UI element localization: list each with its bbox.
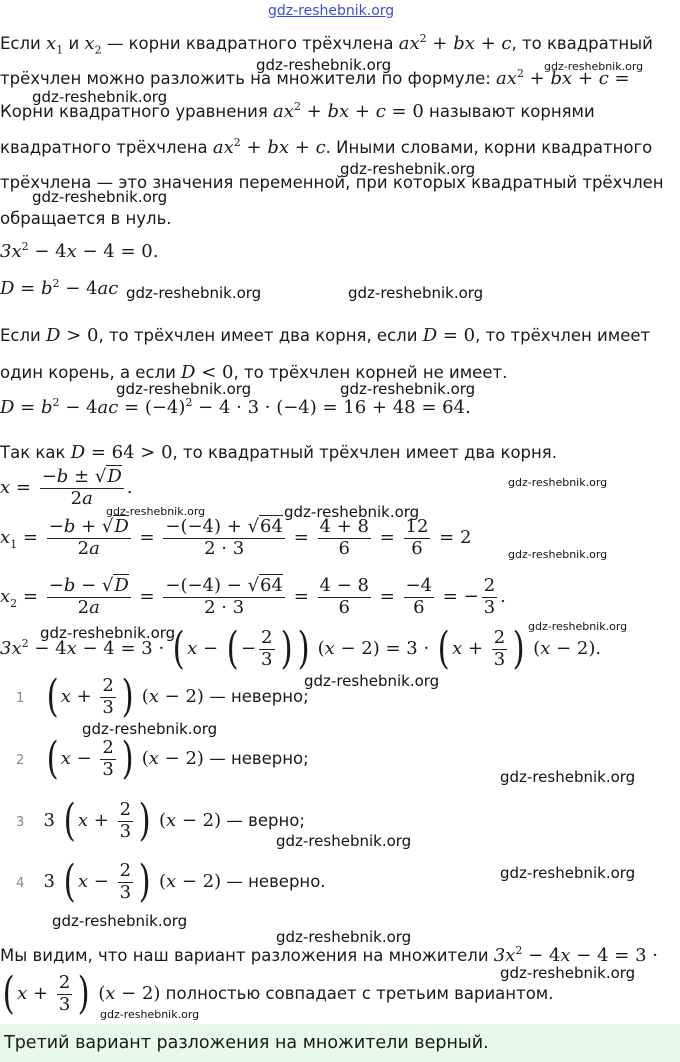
text-fragment: . Иными словами, корни квадратного <box>325 138 653 157</box>
root-x1-computation: $x_1$ = $\frac{-b + √D}{2a}$ = $\frac{-(-4) + √64}{2 \cdot 3}$ = $\frac{4 + 8}{6}$ = $\frac{12}{6}$ = 2 <box>0 516 472 559</box>
watermark: gdz-reshebnik.org <box>32 88 168 106</box>
option-expression: 3 ( x − $\frac{2}{3}$ ) (x − 2) <box>43 856 222 908</box>
watermark: gdz-reshebnik.org <box>82 720 218 738</box>
paragraph-roots-line4: обращается в нуль. <box>0 209 172 228</box>
option-number: 2 <box>16 753 25 769</box>
paragraph-discriminant-cases <box>0 325 650 346</box>
root-x2-computation: $x_2$ = $\frac{-b - √D}{2a}$ = $\frac{-(-4) - √64}{2 \cdot 3}$ = $\frac{4 - 8}{6}$ = $\frac{-4}{6}$ = − $\frac{2}{3}$ . <box>0 575 506 618</box>
option-1 <box>16 671 309 723</box>
option-verdict: — неверно; <box>209 749 309 769</box>
text-fragment: Если <box>0 326 41 345</box>
paragraph-roots-line3: трёхчлена — это значения переменной, при которых квадратный трёхчлен <box>0 173 664 192</box>
math-trinomial: $ax^2$ + bx + c = <box>496 67 630 89</box>
watermark: gdz-reshebnik.org <box>340 160 476 178</box>
math-trinomial: $ax^2$ + bx + c <box>398 32 512 54</box>
text-fragment: , то трёхчлен имеет два корня, если <box>98 326 418 345</box>
option-number: 3 <box>16 815 25 831</box>
option-4 <box>16 856 326 908</box>
option-verdict: — неверно. <box>226 872 326 892</box>
root-formula: x = $\frac{-b \pm √D}{2a}$ . <box>0 466 133 509</box>
math-equation: $ax^2$ + bx + c = 0 <box>273 100 424 122</box>
text-fragment: называют корнями <box>429 102 595 121</box>
option-2 <box>16 733 309 785</box>
watermark: gdz-reshebnik.org <box>116 380 252 398</box>
math-d-positive: D > 0 <box>46 325 99 346</box>
text-fragment: — корни квадратного трёхчлена <box>106 34 394 53</box>
math-d-zero: D = 0 <box>422 325 476 346</box>
paragraph-roots-definition <box>0 32 653 57</box>
watermark: gdz-reshebnik.org <box>528 620 628 633</box>
watermark: gdz-reshebnik.org <box>256 56 392 74</box>
text-fragment: Мы видим, что наш вариант разложения на множители <box>0 946 489 965</box>
equation-main: $3x^2 - 4x - 4 = 0$. <box>0 240 159 262</box>
watermark: gdz-reshebnik.org <box>276 832 412 850</box>
option-number: 1 <box>16 691 25 707</box>
math-factorization: ( x + $\frac{2}{3}$ ) (x − 2) <box>2 968 161 1020</box>
text-fragment: Если <box>0 34 41 53</box>
watermark: gdz-reshebnik.org <box>348 284 484 302</box>
option-expression: ( x + $\frac{2}{3}$ ) (x − 2) <box>46 671 204 723</box>
math-d-negative: D < 0 <box>181 362 234 383</box>
text-fragment: , то трёхчлен корней не имеет. <box>233 363 508 382</box>
option-expression: 3 ( x + $\frac{2}{3}$ ) (x − 2) <box>43 795 222 847</box>
watermark: gdz-reshebnik.org <box>40 624 176 642</box>
math-x2: $x_2$ <box>84 33 102 57</box>
watermark: gdz-reshebnik.org <box>276 928 412 946</box>
watermark: gdz-reshebnik.org <box>32 188 168 206</box>
watermark: gdz-reshebnik.org <box>500 768 636 786</box>
watermark: gdz-reshebnik.org <box>500 964 636 982</box>
text-fragment: Так как <box>0 443 66 462</box>
answer-text: Третий вариант разложения на множители верный. <box>4 1033 489 1053</box>
text-fragment: и <box>68 34 80 53</box>
paragraph-roots-line2 <box>0 137 652 158</box>
watermark: gdz-reshebnik.org <box>126 284 262 302</box>
site-watermark-top[interactable]: gdz-reshebnik.org <box>268 3 395 19</box>
text-fragment: квадратного трёхчлена <box>0 138 208 157</box>
option-verdict: — неверно; <box>209 687 309 707</box>
text-fragment: , то трёхчлен имеет <box>475 326 651 345</box>
watermark: gdz-reshebnik.org <box>340 380 476 398</box>
factorization-result: $3x^2 - 4x - 4 = 3$ · ( x − ( − $\frac{2}{3}$ ) ) (x − 2) = 3 · ( x + $\frac{2}{3}$ ) (x − 2). <box>0 623 602 675</box>
text-fragment: полностью совпадает с третьим вариантом. <box>165 984 554 1004</box>
option-number: 4 <box>16 876 25 892</box>
math-d-value: D = 64 > 0 <box>70 442 173 463</box>
watermark: gdz-reshebnik.org <box>284 503 420 521</box>
discriminant-formula: $D = b^2 - 4ac$ <box>0 277 119 299</box>
watermark: gdz-reshebnik.org <box>52 912 188 930</box>
answer-banner <box>0 1024 680 1062</box>
watermark: gdz-reshebnik.org <box>500 864 636 882</box>
option-3 <box>16 795 305 847</box>
watermark: gdz-reshebnik.org <box>508 548 608 561</box>
discriminant-computation: $D = b^2 - 4ac = (-4)^2 - 4 \cdot 3 \cdot (-4) = 16 + 48 = 64$. <box>0 396 471 418</box>
option-expression: ( x − $\frac{2}{3}$ ) (x − 2) <box>46 733 204 785</box>
paragraph-two-roots <box>0 442 557 463</box>
text-fragment: Корни квадратного уравнения <box>0 102 268 121</box>
math-trinomial: $ax^2$ + bx + c <box>212 136 326 158</box>
math-x1: $x_1$ <box>46 33 64 57</box>
paragraph-conclusion-2 <box>0 968 554 1020</box>
text-fragment: , то квадратный <box>511 34 653 53</box>
text-fragment: , то квадратный трёхчлен имеет два корня. <box>172 443 557 462</box>
watermark: gdz-reshebnik.org <box>100 1008 200 1021</box>
watermark: gdz-reshebnik.org <box>508 476 608 489</box>
option-verdict: — верно; <box>226 811 305 831</box>
watermark: gdz-reshebnik.org <box>106 505 206 518</box>
watermark: gdz-reshebnik.org <box>304 672 440 690</box>
text-fragment: трёхчлен можно разложить на множители по формуле: <box>0 69 491 88</box>
paragraph-conclusion <box>0 945 658 966</box>
watermark: gdz-reshebnik.org <box>544 60 644 73</box>
math-factorization: $3x^2 - 4x - 4 = 3$ · <box>493 944 658 966</box>
text-fragment: один корень, а если <box>0 363 176 382</box>
